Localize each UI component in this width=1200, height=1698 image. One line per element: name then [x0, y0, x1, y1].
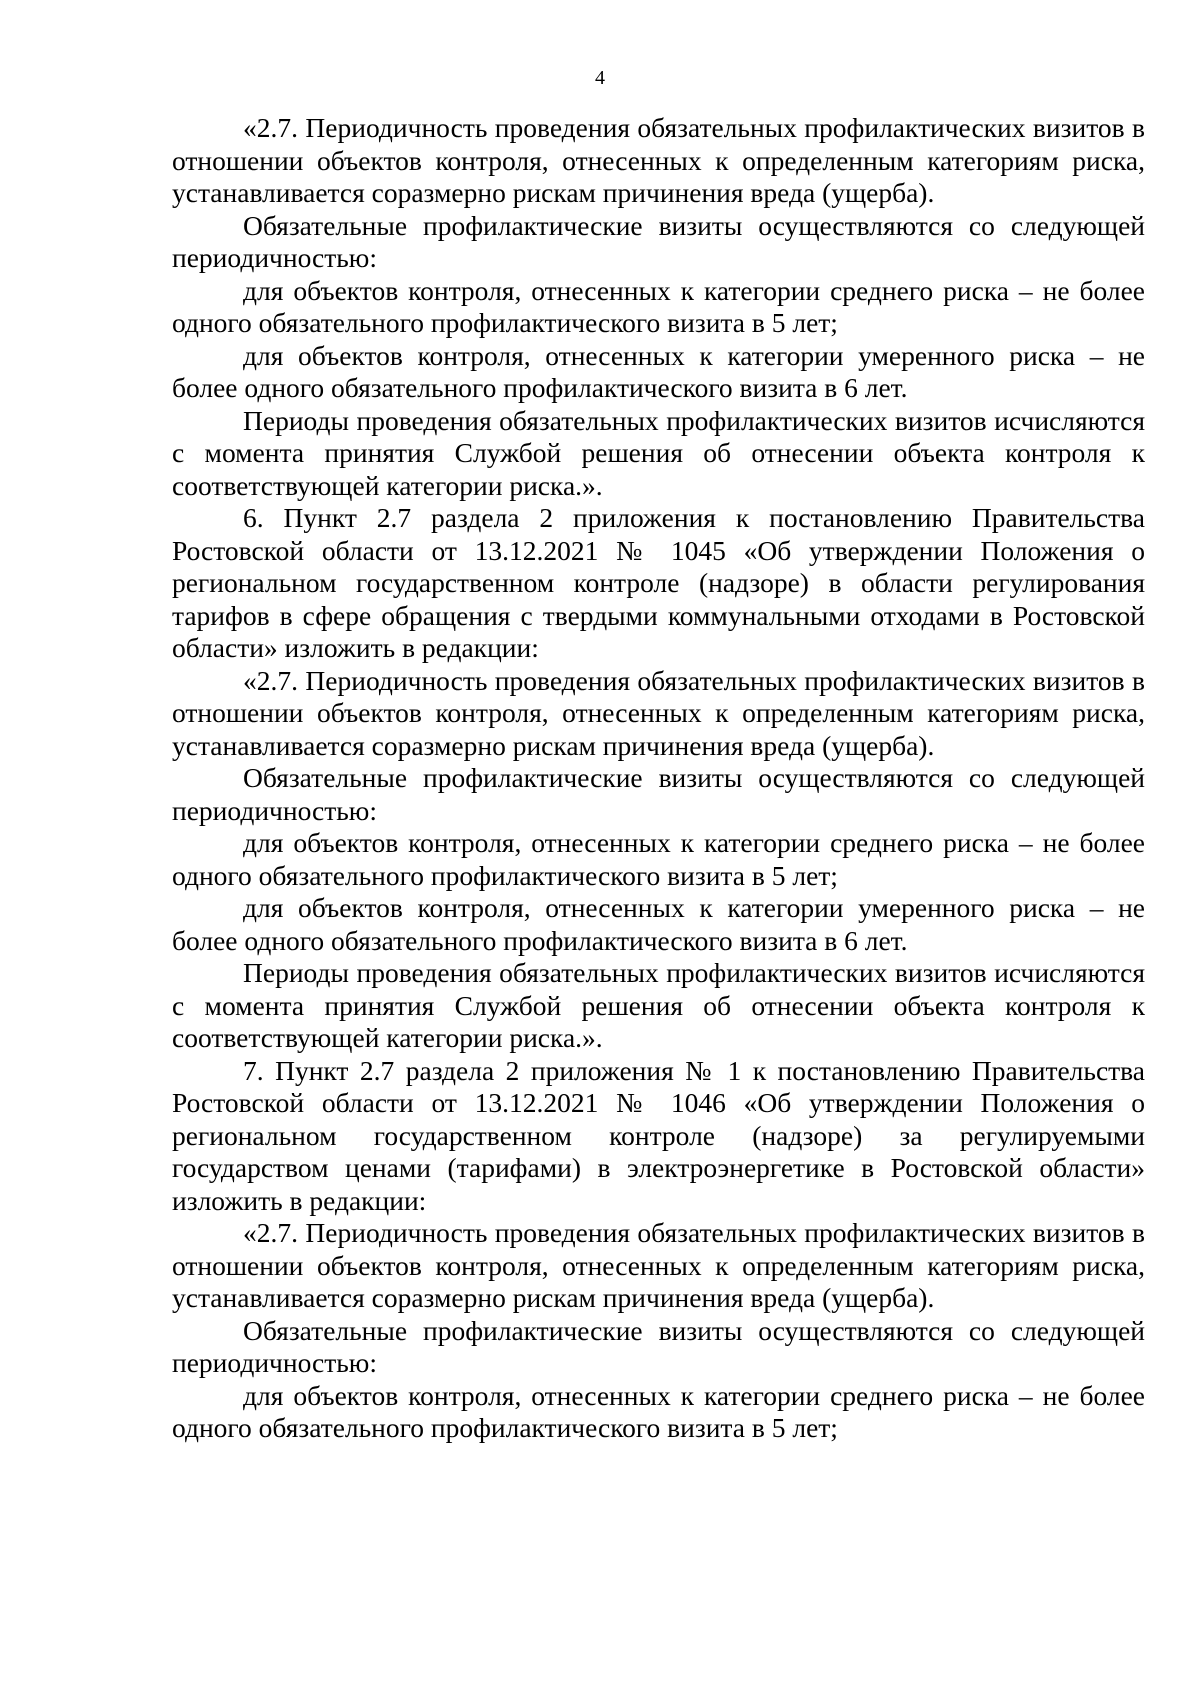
- paragraph-periodicity: Обязательные профилактические визиты осуществляются со следующей периодичностью:: [172, 209, 1145, 273]
- paragraph-medium-risk: для объектов контроля, отнесенных к категории среднего риска – не более одного обязательного профилактического визита в 5 лет;: [172, 827, 1145, 891]
- paragraph-2-7-intro: «2.7. Периодичность проведения обязательных профилактических визитов в отношении объектов контроля, отнесенных к определенным категориям риска, устанавливается соразмерно рискам причинения вреда (ущерба).: [172, 112, 1145, 208]
- paragraph-item-7: 7. Пункт 2.7 раздела 2 приложения № 1 к постановлению Правительства Ростовской области от 13.12.2021 № 1046 «Об утверждении Положения о региональном государственном контроле (надзоре) за регулируемыми государством ценами (тарифами) в электроэнергетике в Ростовской области» изложить в редакции:: [172, 1054, 1145, 1216]
- paragraph-moderate-risk: для объектов контроля, отнесенных к категории умеренного риска – не более одного обязательного профилактического визита в 6 лет.: [172, 339, 1145, 403]
- paragraph-periodicity: Обязательные профилактические визиты осуществляются со следующей периодичностью:: [172, 762, 1145, 826]
- paragraph-periods: Периоды проведения обязательных профилактических визитов исчисляются с момента принятия Службой решения об отнесении объекта контроля к соответствующей категории риска.».: [172, 404, 1145, 501]
- paragraph-item-6: 6. Пункт 2.7 раздела 2 приложения к постановлению Правительства Ростовской области от 13.12.2021 № 1045 «Об утверждении Положения о региональном государственном контроле (надзоре) в области регулирования тарифов в сфере обращения с твердыми коммунальными отходами в Ростовской области» изложить в редакции:: [172, 502, 1145, 663]
- paragraph-medium-risk: для объектов контроля, отнесенных к категории среднего риска – не более одного обязательного профилактического визита в 5 лет;: [172, 1379, 1145, 1443]
- document-body: [172, 112, 1145, 1445]
- page-number: 4: [595, 67, 605, 89]
- paragraph-2-7-intro: «2.7. Периодичность проведения обязательных профилактических визитов в отношении объектов контроля, отнесенных к определенным категориям риска, устанавливается соразмерно рискам причинения вреда (ущерба).: [172, 664, 1145, 761]
- paragraph-medium-risk: для объектов контроля, отнесенных к категории среднего риска – не более одного обязательного профилактического визита в 5 лет;: [172, 274, 1145, 338]
- paragraph-moderate-risk: для объектов контроля, отнесенных к категории умеренного риска – не более одного обязательного профилактического визита в 6 лет.: [172, 892, 1145, 956]
- paragraph-periods: Периоды проведения обязательных профилактических визитов исчисляются с момента принятия Службой решения об отнесении объекта контроля к соответствующей категории риска.».: [172, 957, 1145, 1053]
- paragraph-periodicity: Обязательные профилактические визиты осуществляются со следующей периодичностью:: [172, 1314, 1145, 1378]
- paragraph-2-7-intro: «2.7. Периодичность проведения обязательных профилактических визитов в отношении объектов контроля, отнесенных к определенным категориям риска, устанавливается соразмерно рискам причинения вреда (ущерба).: [172, 1217, 1145, 1313]
